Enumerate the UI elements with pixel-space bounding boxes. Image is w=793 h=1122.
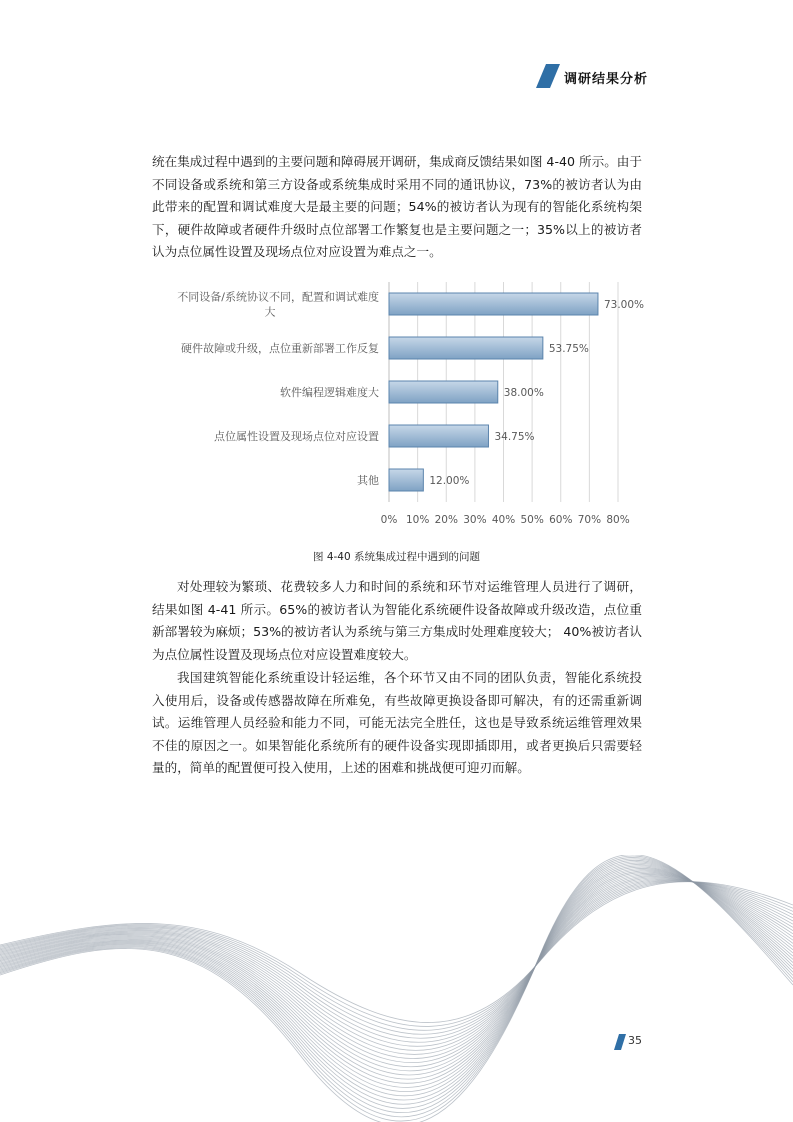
wave-line xyxy=(0,856,793,1121)
bar xyxy=(389,337,543,359)
bar-chart-svg xyxy=(140,280,660,530)
bar-chart xyxy=(140,280,660,530)
wave-line xyxy=(0,866,793,1092)
x-tick-label: 70% xyxy=(577,514,602,526)
wave-line xyxy=(0,874,793,1062)
category-label: 不同设备/系统协议不同，配置和调试难度 xyxy=(177,290,379,304)
wave-line xyxy=(0,881,793,1035)
wave-line xyxy=(0,881,793,1026)
wave-line xyxy=(0,877,793,1050)
x-tick-label: 60% xyxy=(549,514,573,526)
bar xyxy=(389,293,598,315)
x-tick-label: 30% xyxy=(463,514,487,526)
wave-line xyxy=(0,880,793,1038)
page-number-block xyxy=(614,1034,654,1050)
decorative-waves xyxy=(0,855,793,1122)
paragraph-1: 统在集成过程中遇到的主要问题和障碍展开调研，集成商反馈结果如图 4-40 所示。由于不同设备或系统和第三方设备或系统集成时采用不同的通讯协议，73%的被访者认为由此带来的配置和调试难度大是最主要的问题；54%的被访者认为现有的智能化系统构架下，硬件故障或者硬件升级时点位部署工作繁复也是主要问题之一；35%以上的被访者认为点位属性设置及现场点位对应设置为难点之一。 xyxy=(152,154,642,260)
x-tick-label: 80% xyxy=(606,514,630,526)
wave-line xyxy=(0,862,793,1105)
header-accent-icon xyxy=(536,64,562,88)
bar xyxy=(389,425,488,447)
wave-line xyxy=(0,860,793,1108)
wave-line xyxy=(0,877,793,1055)
wave-line xyxy=(0,863,793,1100)
category-label: 其他 xyxy=(357,474,379,487)
wave-line xyxy=(0,859,793,1113)
page-number-accent-icon xyxy=(614,1034,626,1050)
data-label: 73.00% xyxy=(603,299,645,311)
x-tick-label: 50% xyxy=(520,514,544,526)
page-header xyxy=(536,64,736,90)
paragraph-2: 对处理较为繁琐、花费较多人力和时间的系统和环节对运维管理人员进行了调研，结果如图 4-41 所示。65%的被访者认为智能化系统硬件设备故障或升级改造，点位重新部署较为麻烦；53%的被访者认为系统与第三方集成时处理难度较大； 40%被访者认为点位属性设置及现场点位对应设置难度较大。 xyxy=(152,579,642,662)
wave-line xyxy=(0,872,793,1071)
wave-line xyxy=(0,873,793,1066)
bar xyxy=(389,381,498,403)
section-title: 调研结果分析 xyxy=(564,72,649,87)
page-number: 35 xyxy=(628,1034,642,1047)
data-label: 38.00% xyxy=(503,387,544,399)
wave-line xyxy=(0,855,793,1122)
x-tick-label: 20% xyxy=(434,514,458,526)
wave-line xyxy=(0,882,793,1023)
data-label: 53.75% xyxy=(548,343,589,355)
category-label: 软件编程逻辑难度大 xyxy=(280,386,379,399)
x-tick-label: 40% xyxy=(491,514,516,526)
wave-line xyxy=(0,870,793,1079)
category-label: 大 xyxy=(264,305,276,319)
data-label: 34.75% xyxy=(494,431,535,443)
category-label: 硬件故障或升级，点位重新部署工作反复 xyxy=(181,342,379,355)
x-tick-label: 10% xyxy=(405,514,430,526)
wave-line xyxy=(0,867,793,1087)
paragraph-3: 我国建筑智能化系统重设计轻运维，各个环节又由不同的团队负责，智能化系统投入使用后，设备或传感器故障在所难免，有些故障更换设备即可解决，有的还需重新调试。运维管理人员经验和能力不同，可能无法完全胜任，这也是导致系统运维管理效果不佳的原因之一。如果智能化系统所有的硬件设备实现即插即用，或者更换后只需要轻量的，简单的配置便可投入使用，上述的困难和挑战便可迎刃而解。 xyxy=(152,670,642,776)
data-label: 12.00% xyxy=(429,475,470,487)
figure-caption: 图 4-40 系统集成过程中遇到的问题 xyxy=(312,551,480,563)
wave-line xyxy=(0,868,793,1083)
x-tick-label: 0% xyxy=(380,514,398,526)
wave-line xyxy=(0,878,793,1046)
category-label: 点位属性设置及现场点位对应设置 xyxy=(214,430,379,443)
wave-line xyxy=(0,879,793,1042)
wave-line xyxy=(0,881,793,1030)
bar xyxy=(389,469,423,491)
